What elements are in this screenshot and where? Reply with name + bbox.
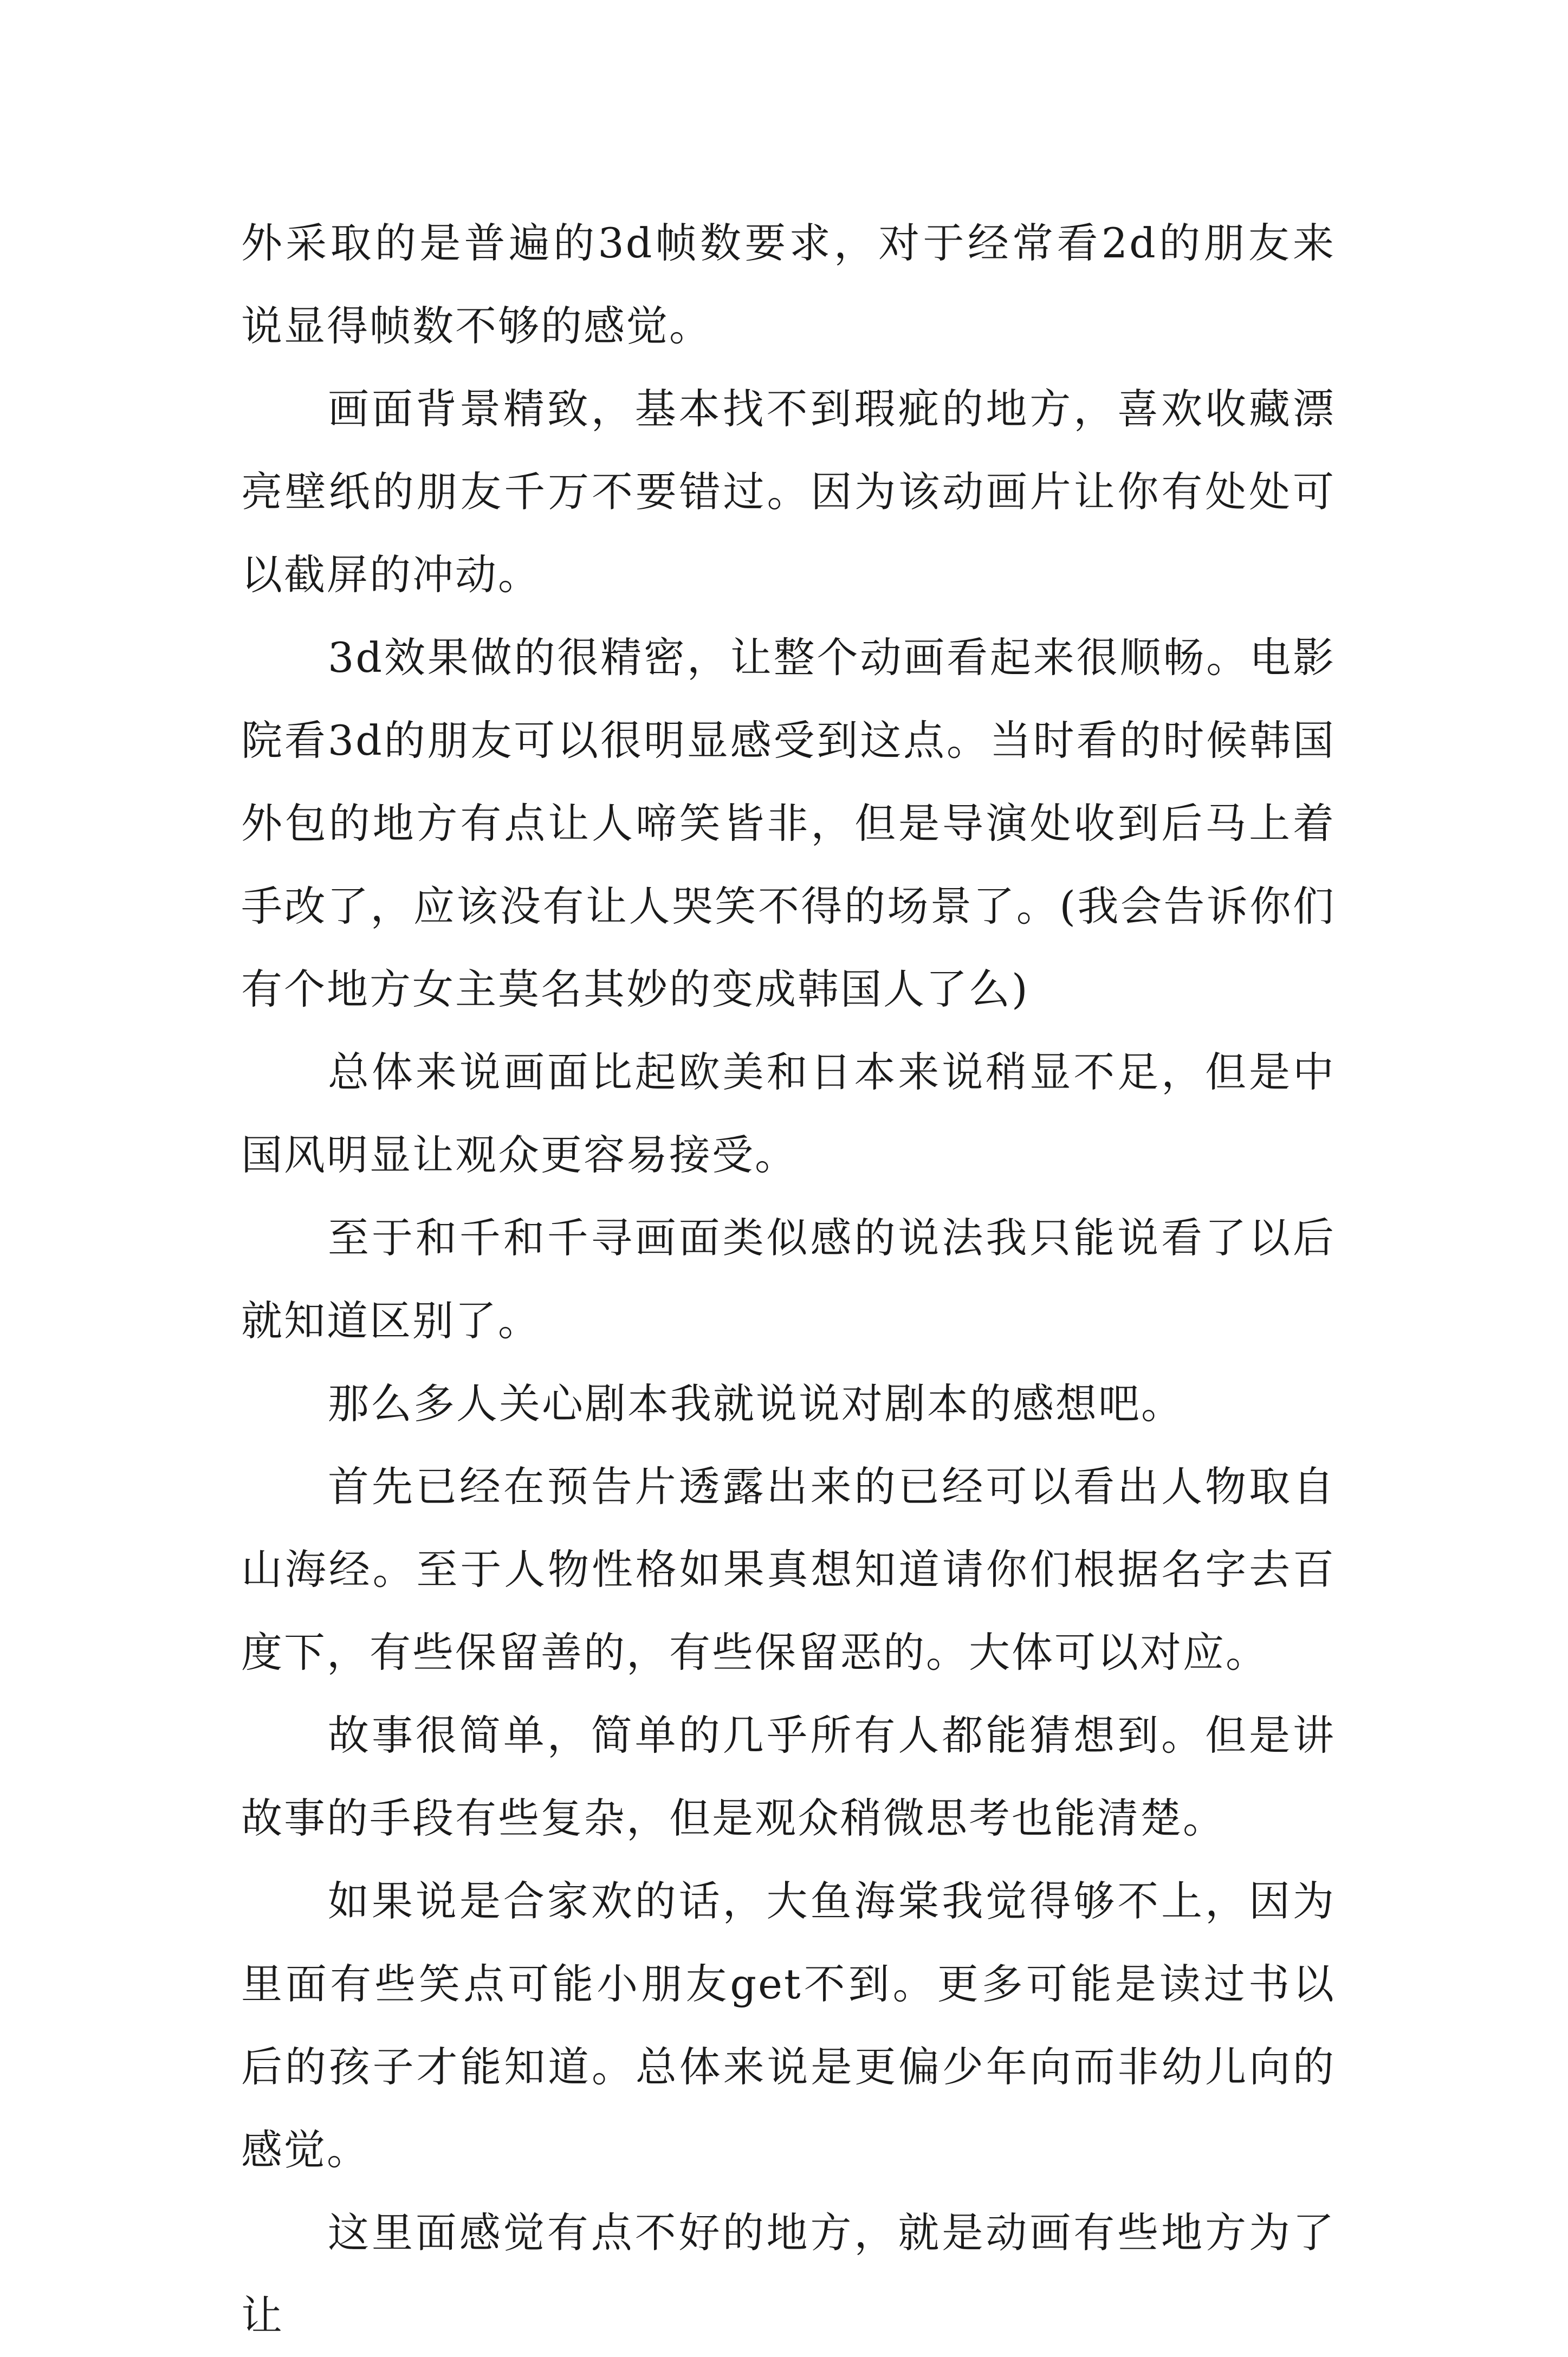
paragraph-10: 这里面感觉有点不好的地方，就是动画有些地方为了让 — [241, 2209, 1336, 2340]
paragraph-4: 总体来说画面比起欧美和日本来说稍显不足，但是中国风明显让观众更容易接受。 — [241, 1048, 1336, 1179]
paragraph-3: 3d效果做的很精密，让整个动画看起来很顺畅。电影院看3d的朋友可以很明显感受到这点。当时看的时候韩国外包的地方有点让人啼笑皆非，但是导演处收到后马上着手改了，应该没有让人哭笑不得的场景了。(我会告诉你们有个地方女主莫名其妙的变成韩国人了么) — [241, 633, 1336, 1013]
document-body — [241, 202, 1336, 2357]
paragraph-9: 如果说是合家欢的话，大鱼海棠我觉得够不上，因为里面有些笑点可能小朋友get不到。更多可能是读过书以后的孩子才能知道。总体来说是更偏少年向而非幼儿向的感觉。 — [241, 1877, 1336, 2174]
paragraph-8: 故事很简单，简单的几乎所有人都能猜想到。但是讲故事的手段有些复杂，但是观众稍微思考也能清楚。 — [241, 1711, 1336, 1842]
paragraph-5: 至于和千和千寻画面类似感的说法我只能说看了以后就知道区别了。 — [241, 1214, 1336, 1345]
paragraph-6: 那么多人关心剧本我就说说对剧本的感想吧。 — [328, 1380, 1184, 1428]
paragraph-1: 外采取的是普遍的3d帧数要求，对于经常看2d的朋友来说显得帧数不够的感觉。 — [241, 219, 1336, 350]
paragraph-7: 首先已经在预告片透露出来的已经可以看出人物取自山海经。至于人物性格如果真想知道请你们根据名字去百度下，有些保留善的，有些保留恶的。大体可以对应。 — [241, 1462, 1336, 1676]
paragraph-2: 画面背景精致，基本找不到瑕疵的地方，喜欢收藏漂亮壁纸的朋友千万不要错过。因为该动画片让你有处处可以截屏的冲动。 — [241, 385, 1336, 599]
